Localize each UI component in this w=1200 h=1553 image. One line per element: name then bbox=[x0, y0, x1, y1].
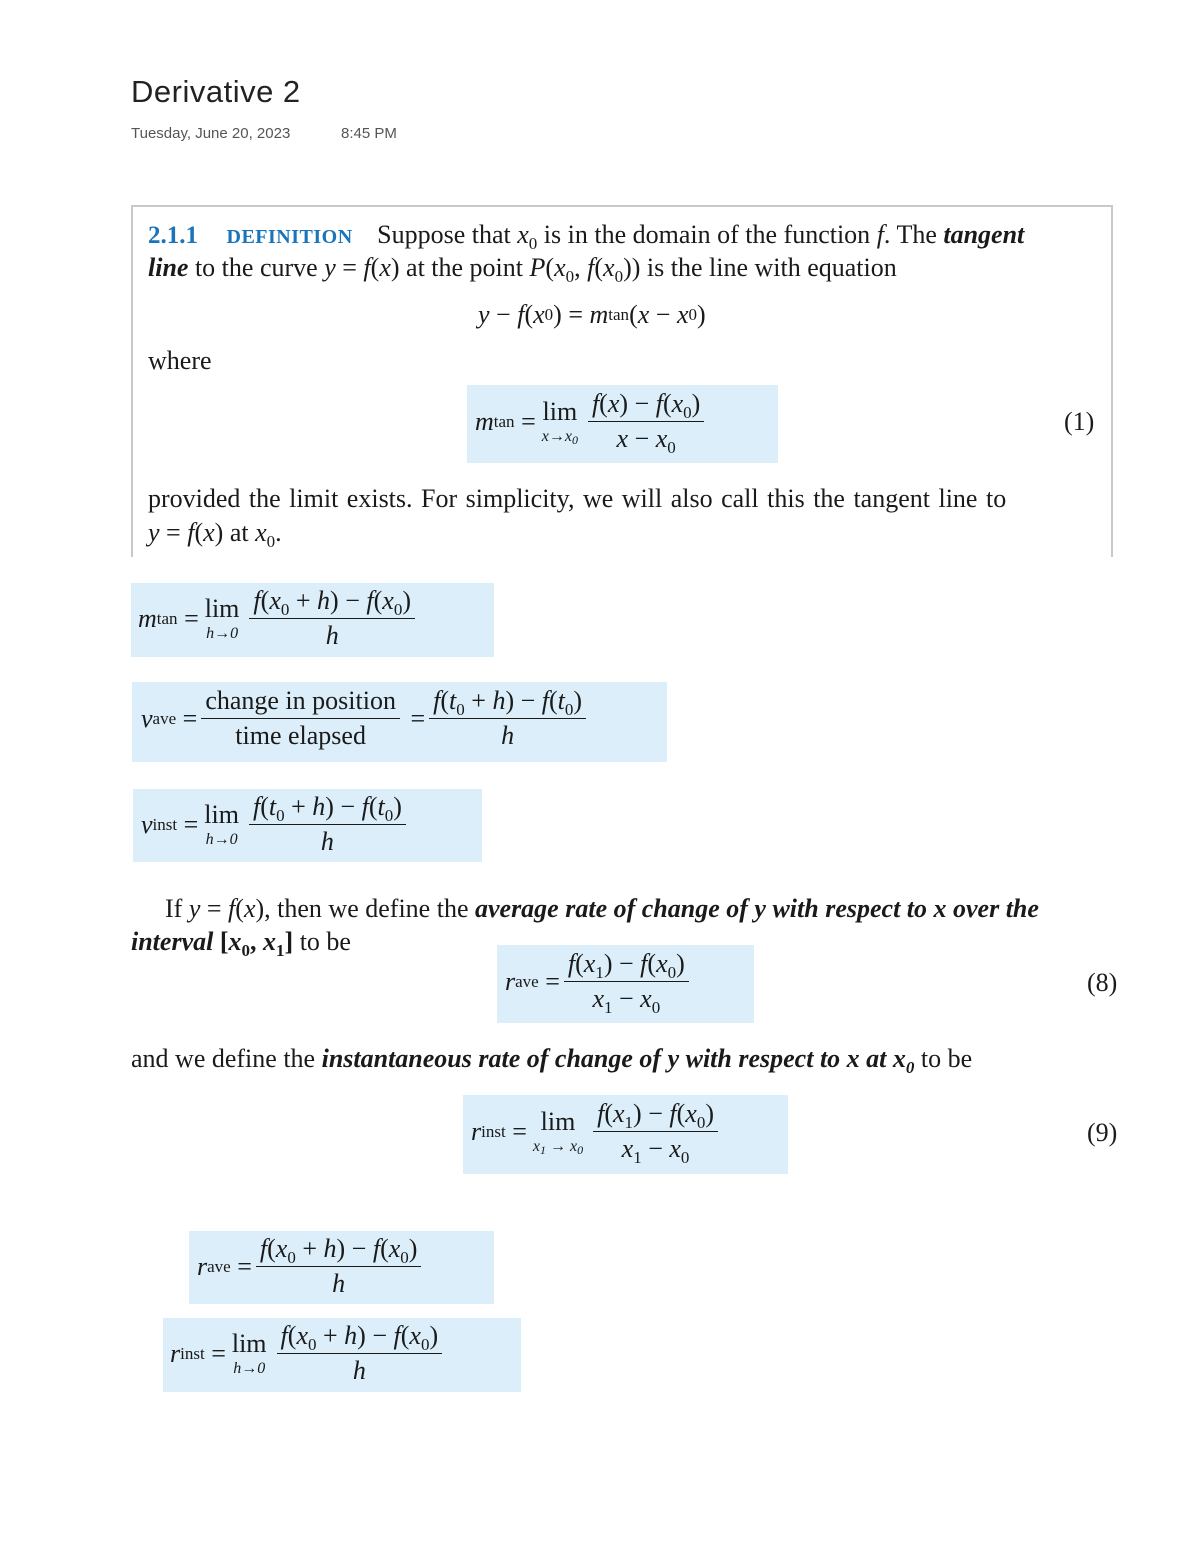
definition-intro-a: Suppose that bbox=[377, 220, 518, 249]
definition-line2-a: to the curve bbox=[188, 253, 325, 282]
page-date: Tuesday, June 20, 2023 bbox=[131, 125, 291, 142]
equation-number-9: (9) bbox=[1087, 1118, 1118, 1147]
definition-intro-c: . The bbox=[883, 220, 944, 249]
line-word: line bbox=[148, 253, 189, 282]
tangent-word: tangent bbox=[943, 220, 1025, 249]
page-time: 8:45 PM bbox=[341, 125, 397, 142]
where-label: where bbox=[148, 346, 212, 375]
rinst-h-formula: r inst = lim h→0 $\frac{f(x_0 + h) - f(x_0)}{h}$ bbox=[170, 1321, 446, 1386]
rates-line-2: interval [$x_0$, $x_1$] to be bbox=[131, 927, 351, 960]
rave-x1-formula: r ave = $\frac{f(x_1) - f(x_0)}{x_1 - x_0}$ bbox=[505, 949, 693, 1014]
definition-line2-c: is the line with equation bbox=[640, 253, 897, 282]
definition-last-line: y = f(x) at $x_0$. bbox=[148, 518, 282, 551]
definition-line-2: line to the curve y = f(x) at the point $P(x_0$, $f(x_0)$) is the line with equation bbox=[148, 253, 897, 286]
equation-number-8: (8) bbox=[1087, 968, 1118, 997]
average-rate-phrase: average rate of change of y with respect to x over the bbox=[474, 894, 1039, 923]
tangent-line-equation: y − f ( x 0 ) = m tan ( x − x 0 ) bbox=[478, 300, 706, 329]
rave-h-formula: r ave = $\frac{f(x_0 + h) - f(x_0)}{h}$ bbox=[197, 1234, 425, 1299]
vave-formula: v ave = $\frac{\text{change in position}}{\text{time elapsed}}$ = $\frac{f(t_0 + h) - f(t_0)}{h}$ bbox=[141, 686, 590, 751]
page-title: Derivative 2 bbox=[131, 74, 301, 109]
definition-intro-b: is in the domain of the function bbox=[537, 220, 877, 249]
mtan-h-formula: m tan = lim h→0 $\frac{f(x_0 + h) - f(x_0)}{h}$ bbox=[138, 586, 419, 651]
rates-line-1: If y = f(x), then we define the average rate of change of y with respect to x over the bbox=[165, 894, 1039, 923]
definition-label: DEFINITION bbox=[226, 226, 353, 248]
mtan-limit-formula: m tan = lim $x\to x_0$ $\frac{f(x) - f(x_0)}{x - x_0}$ bbox=[475, 389, 708, 454]
definition-number: 2.1.1 bbox=[148, 222, 198, 249]
definition-line-1: 2.1.1 DEFINITION Suppose that $x_0$ is in the domain of the function f. The tangent bbox=[148, 220, 1025, 253]
instantaneous-rate-phrase: instantaneous rate of change of y with respect to x at $x_0$ bbox=[321, 1044, 915, 1077]
definition-line2-b: at the point bbox=[399, 253, 530, 282]
provided-text: provided the limit exists. For simplicity, we will also call this the tangent line to bbox=[148, 484, 1007, 513]
rinst-x1-formula: r inst = lim $x_1 \to x_0$ $\frac{f(x_1) - f(x_0)}{x_1 - x_0}$ bbox=[471, 1099, 722, 1164]
vinst-formula: v inst = lim h→0 $\frac{f(t_0 + h) - f(t_0)}{h}$ bbox=[141, 792, 410, 857]
equation-number-1: (1) bbox=[1064, 407, 1095, 436]
rates-line-3: and we define the instantaneous rate of change of y with respect to x at $x_0$ to be bbox=[131, 1044, 973, 1077]
